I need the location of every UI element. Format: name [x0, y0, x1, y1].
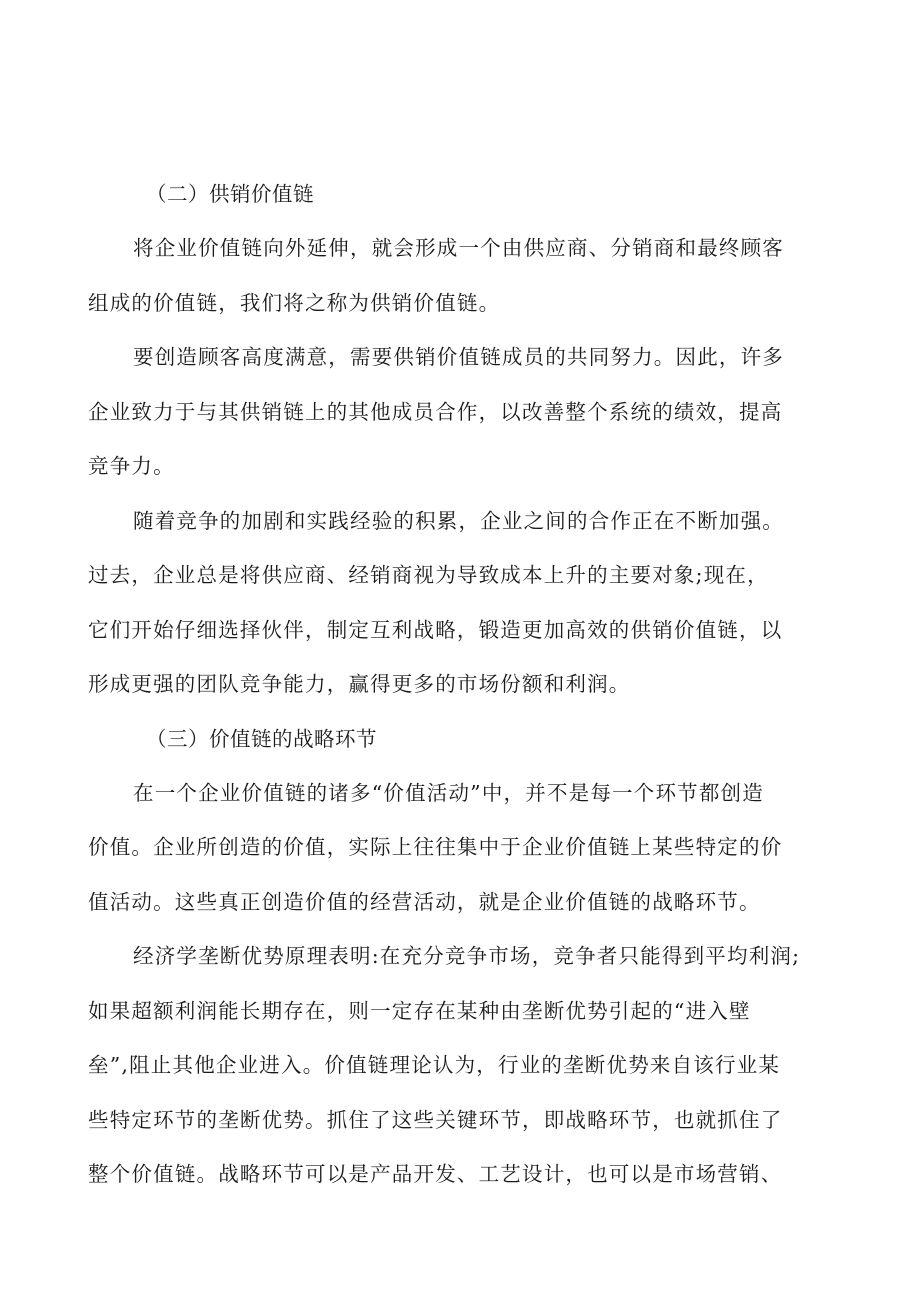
- paragraph-line: 在一个企业价值链的诸多“价值活动”中，并不是每一个环节都创造: [133, 780, 764, 805]
- paragraph-line: 如果超额利润能长期存在，则一定存在某种由垄断优势引起的“进入壁: [88, 998, 751, 1023]
- paragraph-5: [88, 929, 830, 1202]
- paragraph-line: 些特定环节的垄断优势。抓住了这些关键环节，即战略环节，也就抓住了: [88, 1107, 783, 1132]
- paragraph-3: [88, 494, 830, 712]
- document-body: [88, 167, 830, 1202]
- paragraph-line: 整个价值链。战略环节可以是产品开发、工艺设计，也可以是市场营销、: [88, 1162, 783, 1186]
- paragraph-line: 它们开始仔细选择伙伴，制定互利战略，锻造更加高效的供销价值链，以: [88, 617, 783, 642]
- paragraph-line: 值活动。这些真正创造价值的经营活动，就是企业价值链的战略环节。: [88, 889, 761, 914]
- paragraph-1: [88, 221, 830, 330]
- paragraph-line: 经济学垄断优势原理表明:在充分竞争市场，竞争者只能得到平均利润;: [133, 944, 801, 968]
- paragraph-line: 过去，企业总是将供应商、经销商视为导致成本上升的主要对象;现在，: [88, 563, 769, 587]
- paragraph-line: 将企业价值链向外延伸，就会形成一个由供应商、分销商和最终顾客: [133, 236, 784, 260]
- paragraph-2: [88, 330, 830, 494]
- paragraph-line: 形成更强的团队竞争能力，赢得更多的市场份额和利润。: [88, 672, 631, 696]
- paragraph-4: [88, 766, 830, 930]
- paragraph-line: 要创造顾客高度满意，需要供销价值链成员的共同努力。因此，许多: [133, 345, 784, 369]
- paragraph-line: 垒”,阻止其他企业进入。价值链理论认为，行业的垄断优势来自该行业某: [88, 1053, 781, 1077]
- paragraph-line: 随着竞争的加剧和实践经验的积累，企业之间的合作正在不断加强。: [133, 508, 784, 533]
- paragraph-line: 企业致力于与其供销链上的其他成员合作，以改善整个系统的绩效，提高: [88, 399, 783, 424]
- section-heading-strategic-links: （三）价值链的战略环节: [146, 726, 377, 751]
- paragraph-line: 价值。企业所创造的价值，实际上往往集中于企业价值链上某些特定的价: [88, 835, 783, 859]
- section-heading-supply-value-chain: （二）供销价值链: [146, 182, 314, 206]
- paragraph-line: 竞争力。: [88, 454, 175, 478]
- paragraph-line: 组成的价值链，我们将之称为供销价值链。: [88, 290, 501, 315]
